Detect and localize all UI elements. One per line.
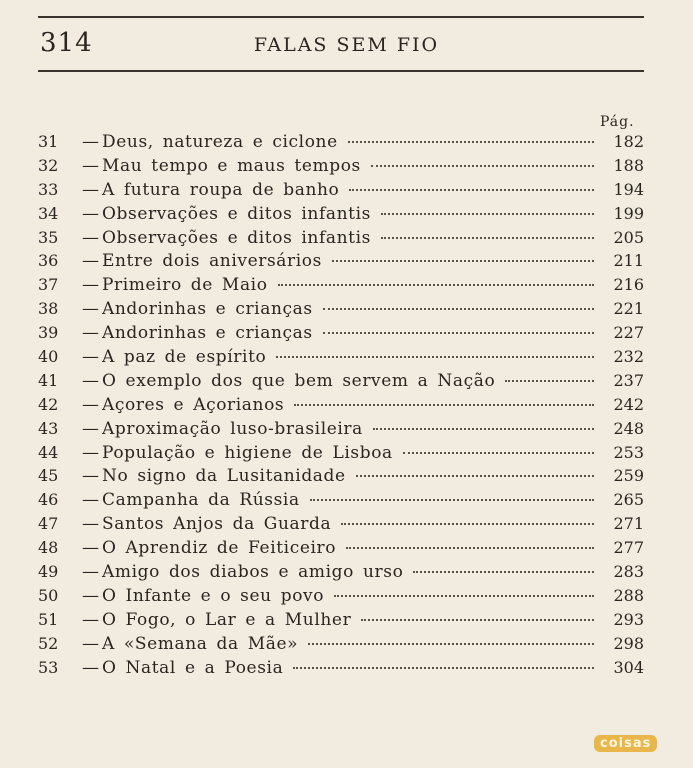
- toc-entry-title: O Natal e a Poesia: [102, 657, 284, 678]
- toc-entry-page: 211: [613, 251, 644, 271]
- toc-dot-leader: [276, 356, 594, 358]
- toc-entry-page: 293: [613, 609, 644, 629]
- toc-entry-dash: —: [82, 633, 99, 654]
- toc-entry-page: 205: [613, 227, 644, 247]
- toc-dot-leader: [293, 667, 594, 669]
- toc-entry-number: 52: [38, 633, 59, 653]
- toc-entry-title: O exemplo dos que bem servem a Nação: [102, 370, 496, 391]
- toc-entry-dash: —: [82, 585, 99, 606]
- toc-entry: [38, 156, 644, 180]
- toc-entry-title: O Infante e o seu povo: [102, 585, 325, 606]
- toc-entry-page: 277: [613, 538, 644, 558]
- toc-dot-leader: [294, 404, 594, 406]
- toc-dot-leader: [356, 475, 594, 477]
- toc-dot-leader: [505, 380, 594, 382]
- toc-entry-dash: —: [82, 466, 99, 487]
- table-of-contents: [38, 132, 644, 681]
- toc-entry-page: 304: [613, 657, 644, 677]
- toc-entry: [38, 299, 644, 323]
- toc-entry-number: 42: [38, 394, 59, 414]
- toc-entry: [38, 347, 644, 371]
- toc-dot-leader: [373, 428, 594, 430]
- toc-entry: [38, 371, 644, 395]
- toc-entry-number: 34: [38, 203, 59, 223]
- toc-entry-number: 47: [38, 514, 59, 534]
- toc-entry-page: 182: [613, 132, 644, 151]
- toc-entry-page: 259: [613, 466, 644, 486]
- page-column-label: Pág.: [600, 114, 635, 130]
- toc-entry-title: O Fogo, o Lar e a Mulher: [102, 609, 352, 630]
- toc-entry-dash: —: [82, 132, 99, 152]
- toc-entry-number: 39: [38, 323, 59, 343]
- toc-dot-leader: [381, 213, 594, 215]
- toc-dot-leader: [278, 284, 594, 286]
- toc-entry: [38, 443, 644, 467]
- toc-entry-page: 283: [613, 562, 644, 582]
- toc-entry: [38, 538, 644, 562]
- toc-entry-page: 216: [613, 275, 644, 295]
- toc-entry-number: 49: [38, 562, 59, 582]
- toc-entry-dash: —: [82, 538, 99, 559]
- toc-entry-title: Primeiro de Maio: [102, 275, 268, 296]
- running-title: FALAS SEM FIO: [253, 34, 440, 56]
- toc-entry-number: 48: [38, 538, 59, 558]
- toc-entry-number: 46: [38, 490, 59, 510]
- toc-entry: [38, 562, 644, 586]
- toc-entry-dash: —: [82, 155, 99, 176]
- toc-entry-title: População e higiene de Lisboa: [102, 442, 393, 463]
- toc-entry-page: 298: [613, 633, 644, 653]
- toc-entry-title: Mau tempo e maus tempos: [102, 155, 361, 176]
- toc-entry: [38, 514, 644, 538]
- toc-entry-page: 199: [613, 203, 644, 223]
- toc-entry-page: 288: [613, 585, 644, 605]
- toc-entry: [38, 228, 644, 252]
- toc-entry-title: A paz de espírito: [102, 347, 267, 368]
- toc-entry-dash: —: [82, 657, 99, 678]
- toc-entry-number: 31: [38, 132, 59, 151]
- toc-dot-leader: [348, 141, 594, 143]
- toc-entry-dash: —: [82, 394, 99, 415]
- toc-entry: [38, 658, 644, 682]
- toc-entry-page: 221: [613, 299, 644, 319]
- toc-entry-page: 227: [613, 323, 644, 343]
- toc-entry-page: 237: [613, 370, 644, 390]
- watermark-logo: coisas: [594, 735, 657, 752]
- toc-entry-page: 194: [613, 179, 644, 199]
- toc-entry: [38, 419, 644, 443]
- toc-dot-leader: [310, 499, 594, 501]
- toc-entry-dash: —: [82, 203, 99, 224]
- toc-entry-dash: —: [82, 609, 99, 630]
- toc-entry-title: Santos Anjos da Guarda: [102, 514, 332, 535]
- toc-entry-page: 253: [613, 442, 644, 462]
- toc-dot-leader: [323, 308, 594, 310]
- toc-entry: [38, 204, 644, 228]
- toc-entry-dash: —: [82, 370, 99, 391]
- toc-entry-title: Aproximação luso-brasileira: [102, 418, 363, 439]
- toc-entry-number: 40: [38, 347, 59, 367]
- toc-entry-page: 271: [613, 514, 644, 534]
- toc-entry-dash: —: [82, 514, 99, 535]
- toc-entry-number: 38: [38, 299, 59, 319]
- toc-entry-dash: —: [82, 227, 99, 248]
- toc-dot-leader: [334, 595, 594, 597]
- toc-entry-number: 50: [38, 585, 59, 605]
- toc-entry-page: 242: [613, 394, 644, 414]
- toc-entry-title: Andorinhas e crianças: [102, 299, 313, 320]
- toc-entry: [38, 132, 644, 156]
- header-top-rule: [38, 16, 644, 18]
- toc-entry-title: Observações e ditos infantis: [102, 227, 371, 248]
- toc-entry-dash: —: [82, 418, 99, 439]
- toc-entry-number: 35: [38, 227, 59, 247]
- toc-entry-title: No signo da Lusitanidade: [102, 466, 346, 487]
- toc-entry-page: 248: [613, 418, 644, 438]
- toc-entry-title: Campanha da Rússia: [102, 490, 300, 511]
- toc-entry: [38, 323, 644, 347]
- toc-entry: [38, 395, 644, 419]
- toc-entry-title: O Aprendiz de Feiticeiro: [102, 538, 337, 559]
- toc-dot-leader: [403, 452, 594, 454]
- toc-entry-page: 188: [613, 155, 644, 175]
- toc-entry-dash: —: [82, 251, 99, 272]
- toc-entry-title: A «Semana da Mãe»: [102, 633, 299, 654]
- toc-entry-title: Açores e Açorianos: [102, 394, 285, 415]
- toc-entry: [38, 586, 644, 610]
- toc-dot-leader: [308, 643, 594, 645]
- toc-dot-leader: [361, 619, 594, 621]
- toc-entry: [38, 466, 644, 490]
- toc-entry-number: 51: [38, 609, 59, 629]
- toc-entry-dash: —: [82, 323, 99, 344]
- toc-entry-dash: —: [82, 275, 99, 296]
- toc-entry-dash: —: [82, 179, 99, 200]
- toc-dot-leader: [341, 523, 594, 525]
- header-bottom-rule: [38, 70, 644, 72]
- toc-entry-dash: —: [82, 347, 99, 368]
- toc-entry-number: 44: [38, 442, 59, 462]
- toc-dot-leader: [349, 189, 594, 191]
- toc-dot-leader: [381, 237, 594, 239]
- toc-entry: [38, 251, 644, 275]
- toc-entry-page: 232: [613, 347, 644, 367]
- toc-entry: [38, 490, 644, 514]
- toc-entry: [38, 180, 644, 204]
- toc-entry-title: Observações e ditos infantis: [102, 203, 371, 224]
- toc-dot-leader: [332, 260, 594, 262]
- toc-entry-dash: —: [82, 299, 99, 320]
- toc-entry-number: 45: [38, 466, 59, 486]
- toc-entry-number: 53: [38, 657, 59, 677]
- toc-entry-number: 36: [38, 251, 59, 271]
- toc-entry: [38, 634, 644, 658]
- toc-dot-leader: [323, 332, 594, 334]
- toc-entry-title: A futura roupa de banho: [102, 179, 340, 200]
- toc-entry-title: Amigo dos diabos e amigo urso: [102, 562, 404, 583]
- toc-entry-number: 41: [38, 370, 59, 390]
- toc-entry-number: 33: [38, 179, 59, 199]
- toc-entry-number: 32: [38, 155, 59, 175]
- page-number: 314: [40, 28, 93, 58]
- toc-entry: [38, 610, 644, 634]
- toc-entry-number: 43: [38, 418, 59, 438]
- toc-entry-title: Andorinhas e crianças: [102, 323, 313, 344]
- toc-entry-dash: —: [82, 490, 99, 511]
- toc-entry-dash: —: [82, 562, 99, 583]
- toc-dot-leader: [346, 547, 594, 549]
- toc-dot-leader: [371, 165, 594, 167]
- toc-entry-page: 265: [613, 490, 644, 510]
- toc-entry: [38, 275, 644, 299]
- toc-entry-dash: —: [82, 442, 99, 463]
- toc-entry-title: Entre dois aniversários: [102, 251, 322, 272]
- toc-entry-title: Deus, natureza e ciclone: [102, 132, 338, 152]
- toc-entry-number: 37: [38, 275, 59, 295]
- toc-dot-leader: [413, 571, 594, 573]
